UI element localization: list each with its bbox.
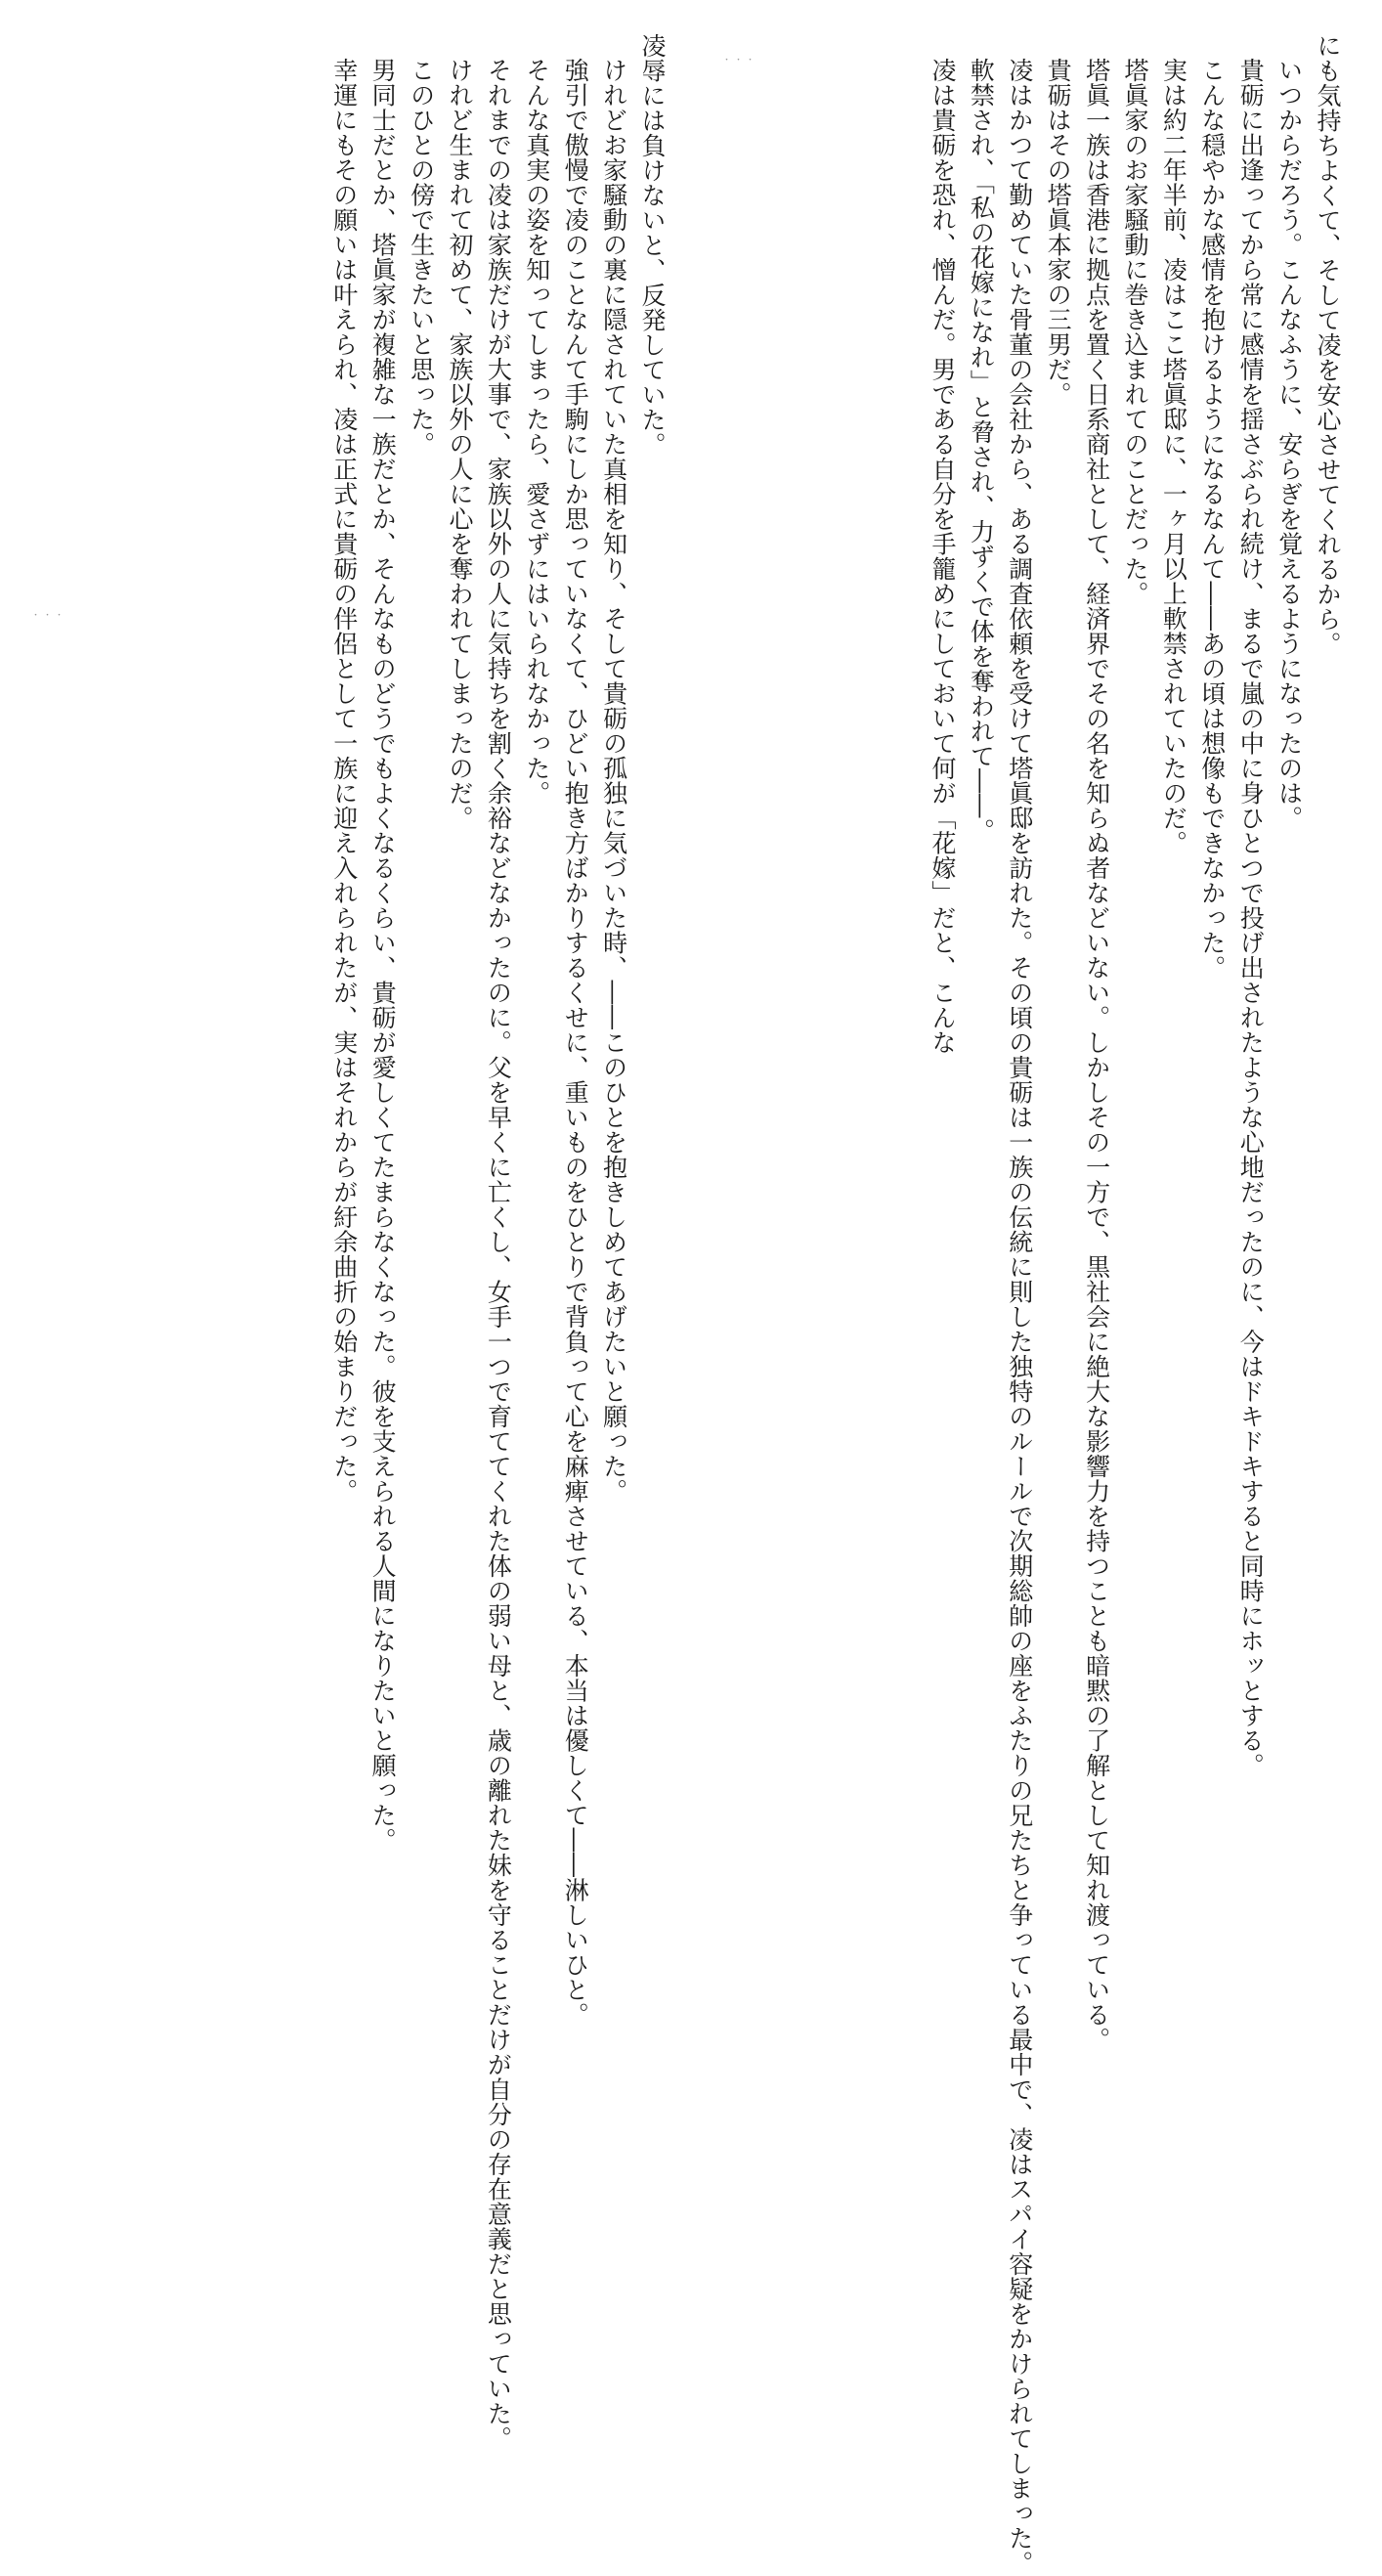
paragraph: それまでの凌は家族だけが大事で、家族以外の人に気持ちを割く余裕などなかったのに。父を早くに亡くし、女手一つで育ててくれた体の弱い母と、歳の離れた妹を守ることだけが自分の存在意義だと思っていた。 bbox=[484, 58, 513, 2451]
paragraph: けれど生まれて初めて、家族以外の人に心を奪われてしまったのだ。 bbox=[445, 58, 474, 831]
paragraph: にも気持ちよくて、そして凌を安心させてくれるから。 bbox=[1314, 33, 1342, 657]
right-page bbox=[691, 0, 1382, 2576]
paragraph: 実は約二年半前、凌はここ塔眞邸に、一ヶ月以上軟禁されていたのだ。 bbox=[1159, 58, 1188, 855]
paragraph: そんな真実の姿を知ってしまったら、愛さずにはいられなかった。 bbox=[522, 58, 551, 806]
left-page bbox=[0, 0, 691, 2451]
paragraph: 凌は貴砺を恐れ、憎んだ。男である自分を手籠めにしておいて何が「花嫁」だと、こんな bbox=[928, 58, 957, 1055]
paragraph: このひとの傍で生きたいと思った。 bbox=[407, 58, 436, 457]
paragraph: けれどお家騒動の裏に隠されていた真相を知り、そして貴砺の孤独に気づいた時、――このひとを抱きしめてあげたいと願った。 bbox=[599, 58, 628, 1504]
margin-mark: ・・・ bbox=[31, 611, 67, 621]
paragraph: 強引で傲慢で凌のことなんて手駒にしか思っていなくて、ひどい抱き方ばかりするくせに、重いものをひとりで背負って心を麻痺させている、本当は優しくて――淋しいひと。 bbox=[561, 58, 590, 2028]
paragraph: 幸運にもその願いは叶えられ、凌は正式に貴砺の伴侶として一族に迎え入れられたが、実はそれからが紆余曲折の始まりだった。 bbox=[329, 58, 359, 1504]
paragraph: 凌はかつて勤めていた骨董の会社から、ある調査依頼を受けて塔眞邸を訪れた。その頃の貴砺は一族の伝統に則した独特のルールで次期総帥の座をふたりの兄たちと争っている最中で、凌はスパイ容疑をかけられてしまった。 bbox=[1005, 58, 1034, 2576]
left-page-text bbox=[324, 33, 671, 2451]
paragraph: 貴砺に出逢ってから常に感情を揺さぶられ続け、まるで嵐の中に身ひとつで投げ出されたような心地だったのに、今はドキドキすると同時にホッとする。 bbox=[1236, 58, 1266, 1778]
paragraph: 貴砺はその塔眞本家の三男だ。 bbox=[1044, 58, 1073, 407]
paragraph: こんな穏やかな感情を抱けるようになるなんて――あの頃は想像もできなかった。 bbox=[1197, 58, 1227, 981]
paragraph: 塔眞一族は香港に拠点を置く日系商社として、経済界でその名を知らぬ者などいない。しかしその一方で、黒社会に絶大な影響力を持つことも暗黙の了解として知れ渡っている。 bbox=[1082, 58, 1111, 2052]
right-page-text bbox=[924, 33, 1347, 2576]
paragraph: 凌辱には負けないと、反発していた。 bbox=[638, 33, 667, 458]
paragraph: 男同士だとか、塔眞家が複雑な一族だとか、そんなものどうでもよくなるくらい、貴砺が愛しくてたまらなくなった。彼を支えられる人間になりたいと願った。 bbox=[368, 58, 398, 1853]
margin-mark: ・・・ bbox=[722, 56, 758, 65]
paragraph: 軟禁され、「私の花嫁になれ」と脅され、力ずくで体を奪われて――。 bbox=[967, 58, 996, 844]
paragraph: 塔眞家のお家騒動に巻き込まれてのことだった。 bbox=[1120, 58, 1149, 606]
paragraph: いつからだろう。こんなふうに、安らぎを覚えるようになったのは。 bbox=[1274, 58, 1304, 831]
